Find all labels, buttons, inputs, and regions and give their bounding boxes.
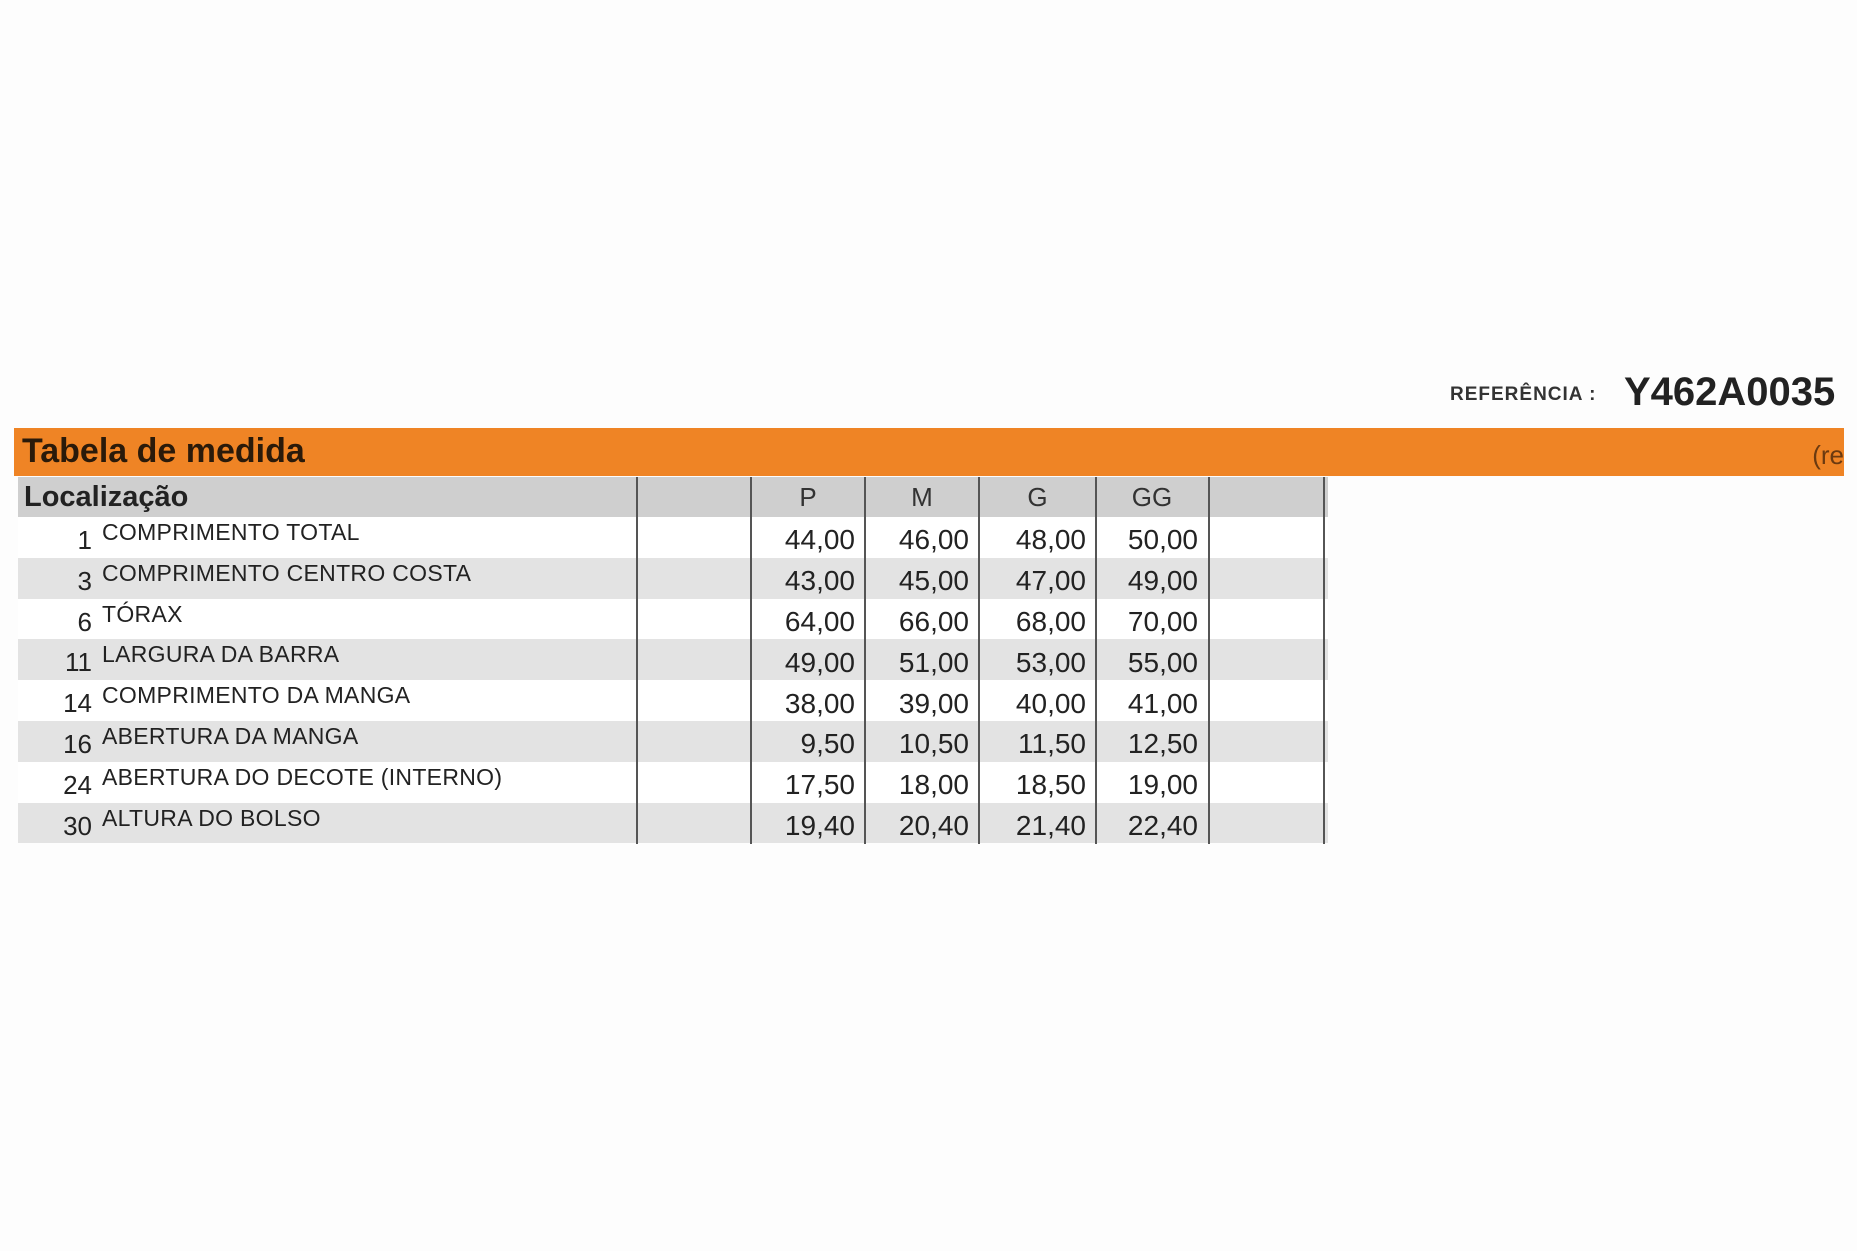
location-cell bbox=[18, 639, 638, 680]
measure-value: 41,00 bbox=[1127, 687, 1198, 719]
location-name: LARGURA DA BARRA bbox=[102, 641, 340, 668]
table-row bbox=[18, 721, 1328, 762]
extra-cell bbox=[1208, 680, 1323, 721]
column-divider bbox=[1323, 477, 1325, 844]
table-row bbox=[18, 803, 1328, 844]
location-number: 16 bbox=[63, 728, 92, 759]
measure-value: 68,00 bbox=[1015, 605, 1086, 637]
extra-cell bbox=[1208, 721, 1323, 762]
location-number: 14 bbox=[63, 688, 92, 719]
measure-value: 19,40 bbox=[784, 809, 855, 841]
measure-value: 17,50 bbox=[784, 769, 855, 801]
blank-cell bbox=[638, 639, 751, 680]
reference-label: REFERÊNCIA : bbox=[1450, 384, 1597, 405]
location-cell bbox=[18, 558, 638, 599]
column-divider bbox=[864, 477, 866, 844]
measure-value: 12,50 bbox=[1127, 728, 1198, 760]
table-row bbox=[18, 639, 1328, 680]
measure-value: 19,00 bbox=[1127, 769, 1198, 801]
location-name: ABERTURA DO DECOTE (INTERNO) bbox=[102, 763, 503, 790]
location-number: 24 bbox=[63, 769, 92, 800]
measure-value: 11,50 bbox=[1018, 728, 1086, 760]
measure-value: 43,00 bbox=[784, 565, 855, 597]
header-size-g: G bbox=[1027, 481, 1048, 512]
measure-value: 18,50 bbox=[1015, 769, 1086, 801]
measure-value: 48,00 bbox=[1015, 524, 1086, 556]
location-name: TÓRAX bbox=[102, 600, 183, 627]
blank-cell bbox=[638, 558, 751, 599]
measure-value: 39,00 bbox=[898, 687, 969, 719]
measure-value: 64,00 bbox=[784, 605, 855, 637]
reference-code: Y462A0035 bbox=[1624, 370, 1836, 414]
measure-value: 49,00 bbox=[784, 646, 855, 678]
location-cell bbox=[18, 517, 638, 558]
location-number: 30 bbox=[63, 810, 92, 841]
measure-value: 38,00 bbox=[784, 687, 855, 719]
table-banner bbox=[14, 428, 1844, 476]
location-name: COMPRIMENTO TOTAL bbox=[102, 519, 360, 545]
header-extra bbox=[1208, 477, 1323, 517]
location-name: COMPRIMENTO DA MANGA bbox=[102, 682, 411, 709]
measure-value: 40,00 bbox=[1015, 687, 1086, 719]
header-size-gg: GG bbox=[1131, 481, 1173, 512]
measure-value: 22,40 bbox=[1127, 809, 1198, 841]
column-divider bbox=[1095, 477, 1097, 844]
table-row bbox=[18, 680, 1328, 721]
location-name: COMPRIMENTO CENTRO COSTA bbox=[102, 559, 472, 586]
table-row bbox=[18, 517, 1328, 558]
measure-value: 70,00 bbox=[1127, 605, 1198, 637]
measure-value: 55,00 bbox=[1127, 646, 1198, 678]
location-cell bbox=[18, 721, 638, 762]
measure-value: 10,50 bbox=[898, 728, 969, 760]
blank-cell bbox=[638, 762, 751, 803]
extra-cell bbox=[1208, 639, 1323, 680]
blank-cell bbox=[638, 517, 751, 558]
location-cell bbox=[18, 762, 638, 803]
column-divider bbox=[1208, 477, 1210, 844]
extra-cell bbox=[1208, 558, 1323, 599]
measure-value: 47,00 bbox=[1015, 565, 1086, 597]
measure-value: 18,00 bbox=[898, 769, 969, 801]
blank-cell bbox=[638, 721, 751, 762]
location-number: 11 bbox=[65, 647, 92, 678]
location-number: 1 bbox=[77, 525, 92, 555]
measure-value: 45,00 bbox=[898, 565, 969, 597]
blank-cell bbox=[638, 599, 751, 640]
extra-cell bbox=[1208, 803, 1323, 844]
table-body bbox=[18, 517, 1328, 843]
table-title: Tabela de medida bbox=[22, 432, 305, 470]
measure-value: 50,00 bbox=[1127, 524, 1198, 556]
measure-value: 21,40 bbox=[1015, 809, 1086, 841]
header-blank bbox=[638, 477, 751, 517]
table-header-row bbox=[18, 477, 1328, 517]
measure-value: 9,50 bbox=[800, 728, 855, 760]
measure-value: 51,00 bbox=[898, 646, 969, 678]
location-cell bbox=[18, 599, 638, 640]
measure-value: 20,40 bbox=[898, 809, 969, 841]
blank-cell bbox=[638, 680, 751, 721]
header-location: Localização bbox=[24, 480, 189, 513]
measurement-table bbox=[18, 477, 1328, 843]
location-number: 3 bbox=[77, 565, 92, 596]
header-size-m: M bbox=[911, 481, 933, 512]
column-divider bbox=[750, 477, 752, 844]
table-row bbox=[18, 599, 1328, 640]
blank-cell bbox=[638, 803, 751, 844]
table-row bbox=[18, 558, 1328, 599]
column-divider bbox=[636, 477, 638, 844]
extra-cell bbox=[1208, 517, 1323, 558]
measure-value: 44,00 bbox=[784, 524, 855, 556]
header-size-p: P bbox=[799, 481, 817, 512]
location-name: ABERTURA DA MANGA bbox=[102, 722, 359, 749]
measure-value: 66,00 bbox=[898, 605, 969, 637]
measure-value: 46,00 bbox=[898, 524, 969, 556]
extra-cell bbox=[1208, 599, 1323, 640]
column-divider bbox=[978, 477, 980, 844]
location-cell bbox=[18, 803, 638, 844]
table-row bbox=[18, 762, 1328, 803]
location-cell bbox=[18, 680, 638, 721]
location-name: ALTURA DO BOLSO bbox=[102, 804, 321, 831]
banner-right-text: (re bbox=[1812, 440, 1844, 470]
measure-value: 49,00 bbox=[1127, 565, 1198, 597]
measure-value: 53,00 bbox=[1015, 646, 1086, 678]
extra-cell bbox=[1208, 762, 1323, 803]
location-number: 6 bbox=[77, 606, 92, 637]
